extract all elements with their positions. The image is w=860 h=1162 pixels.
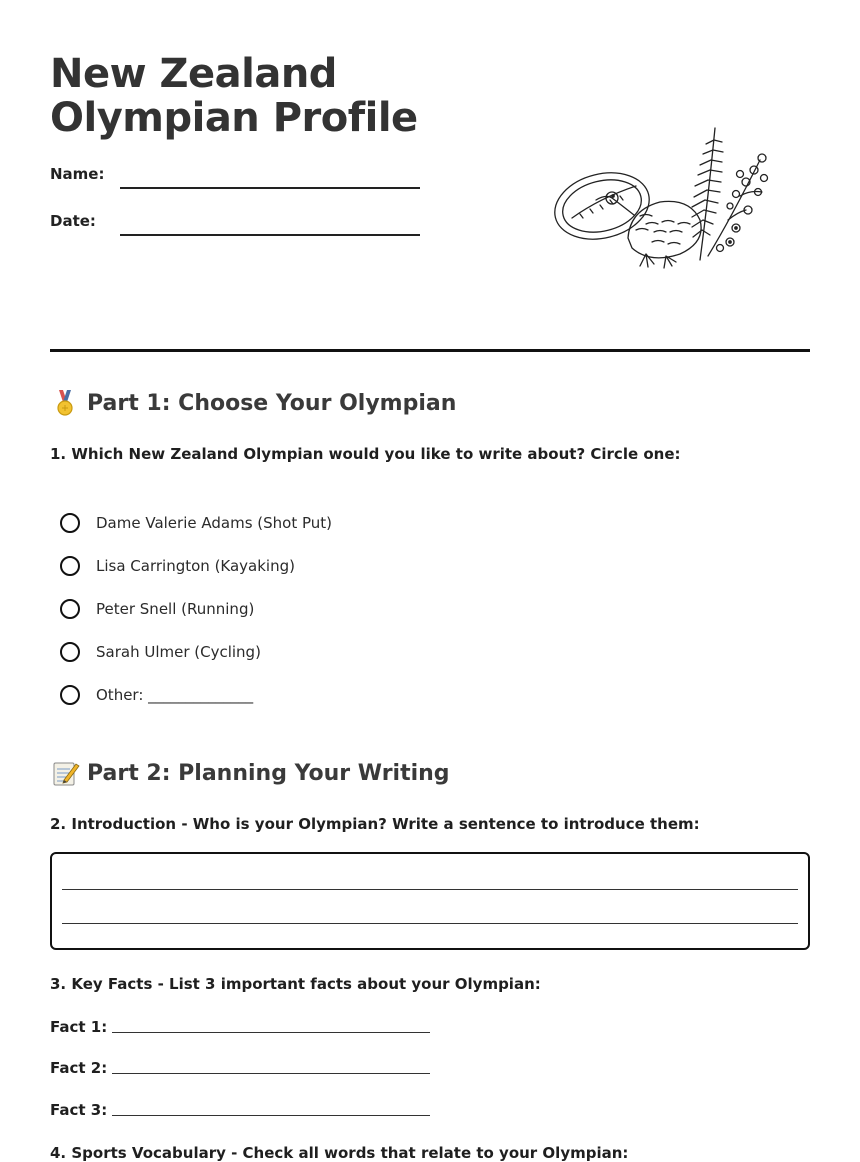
fact-3-row[interactable] xyxy=(50,1097,430,1119)
date-field-row xyxy=(50,212,420,242)
fact-2-label: Fact 2: xyxy=(50,1059,108,1077)
question-4: 4. Sports Vocabulary - Check all words that relate to your Olympian: xyxy=(50,1144,629,1162)
date-label: Date: xyxy=(50,212,96,230)
option-label: Peter Snell (Running) xyxy=(96,600,255,618)
fact-1-field[interactable] xyxy=(112,1032,430,1033)
memo-icon xyxy=(50,758,80,788)
option-label: Sarah Ulmer (Cycling) xyxy=(96,643,261,661)
option-label: Other: ______________ xyxy=(96,686,254,704)
name-field[interactable] xyxy=(120,187,420,189)
part2-heading-text: Part 2: Planning Your Writing xyxy=(87,760,450,786)
option-lisa-carrington[interactable] xyxy=(60,553,295,579)
part1-heading xyxy=(50,388,456,418)
question-1: 1. Which New Zealand Olympian would you like to write about? Circle one: xyxy=(50,445,681,463)
radio-circle[interactable] xyxy=(60,685,80,705)
rugby-ball-icon xyxy=(550,163,656,248)
name-field-row xyxy=(50,165,420,195)
fact-1-row[interactable] xyxy=(50,1014,430,1036)
option-valerie-adams[interactable] xyxy=(60,510,332,536)
option-other[interactable] xyxy=(60,682,253,708)
fact-1-label: Fact 1: xyxy=(50,1018,108,1036)
introduction-writing-box[interactable] xyxy=(50,852,810,950)
option-label: Dame Valerie Adams (Shot Put) xyxy=(96,514,333,532)
name-label: Name: xyxy=(50,165,105,183)
kiwi-illustration-icon xyxy=(550,120,775,275)
radio-circle[interactable] xyxy=(60,556,80,576)
page-title: New Zealand Olympian Profile xyxy=(50,51,418,141)
fact-3-label: Fact 3: xyxy=(50,1101,108,1119)
writing-line xyxy=(62,889,798,890)
option-sarah-ulmer[interactable] xyxy=(60,639,261,665)
fact-3-field[interactable] xyxy=(112,1115,430,1116)
question-3: 3. Key Facts - List 3 important facts about your Olympian: xyxy=(50,975,541,993)
part1-heading-text: Part 1: Choose Your Olympian xyxy=(87,390,457,416)
flower-branch-icon xyxy=(708,154,768,256)
radio-circle[interactable] xyxy=(60,513,80,533)
option-peter-snell[interactable] xyxy=(60,596,254,622)
date-field[interactable] xyxy=(120,234,420,236)
radio-circle[interactable] xyxy=(60,642,80,662)
fact-2-row[interactable] xyxy=(50,1055,430,1077)
writing-line xyxy=(62,923,798,924)
part2-heading xyxy=(50,758,450,788)
option-label: Lisa Carrington (Kayaking) xyxy=(96,557,295,575)
fact-2-field[interactable] xyxy=(112,1073,430,1074)
section-divider xyxy=(50,349,810,352)
fern-icon xyxy=(692,128,723,260)
radio-circle[interactable] xyxy=(60,599,80,619)
question-2: 2. Introduction - Who is your Olympian? Write a sentence to introduce them: xyxy=(50,815,700,833)
medal-icon xyxy=(50,388,80,418)
